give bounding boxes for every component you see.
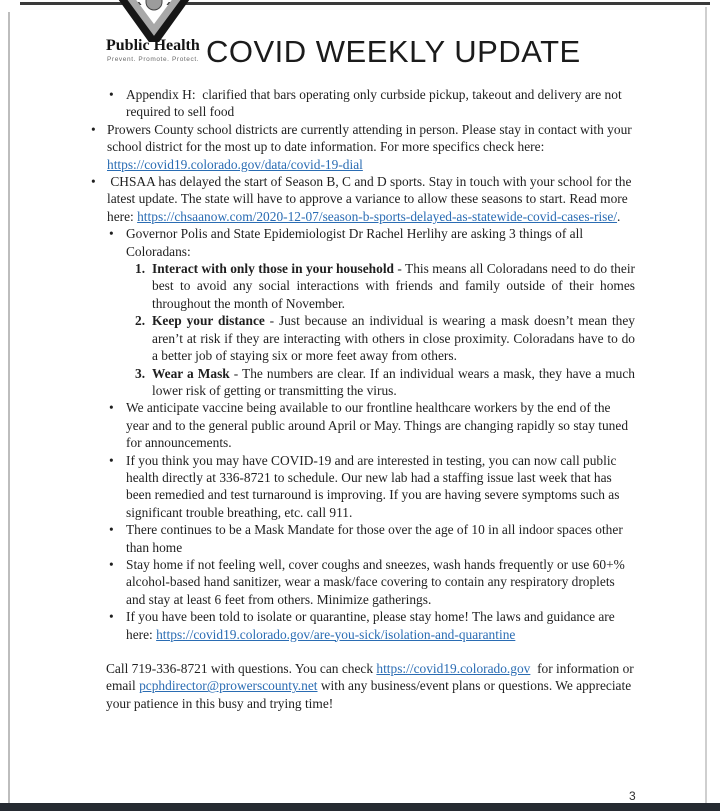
text-run: with any business/event plans or questions. We appreciate your patience in this busy and trying time! xyxy=(106,678,635,711)
list-item xyxy=(90,225,635,260)
bullet-marker: • xyxy=(109,87,114,102)
number-marker: 2. xyxy=(135,313,146,329)
bullet-marker: • xyxy=(109,226,114,242)
text-run: Call 719-336-8721 with questions. You can check xyxy=(106,661,377,676)
list-item xyxy=(90,260,639,312)
paragraph xyxy=(90,660,638,712)
text-body xyxy=(152,366,638,398)
bullet-marker: • xyxy=(109,609,114,625)
list-item xyxy=(90,121,635,173)
bullet-marker: • xyxy=(91,121,96,137)
text-run: for information or email xyxy=(106,661,638,694)
page-title: COVID WEEKLY UPDATE xyxy=(206,34,581,69)
text-run: Governor Polis and State Epidemiologist Dr Rachel Herlihy are asking 3 things of all Coloradans: xyxy=(126,226,587,259)
list-item xyxy=(90,173,635,225)
list-item xyxy=(90,312,639,364)
bullet-marker: • xyxy=(109,522,114,538)
text-run: Appendix H: clarified that bars operating only curbside pickup, takeout and delivery are not required to sell food xyxy=(126,87,626,120)
text-run: If you have been told to isolate or quarantine, please stay home! The laws and guidance are here: xyxy=(126,609,619,642)
text-body xyxy=(126,400,631,450)
text-body xyxy=(126,609,618,641)
hyperlink[interactable]: https://covid19.colorado.gov/are-you-sick/isolation-and-quarantine xyxy=(156,626,516,642)
logo-tagline: Prevent. Promote. Protect. xyxy=(107,56,200,63)
document-blocks xyxy=(90,86,639,712)
text-body xyxy=(126,557,628,607)
text-body xyxy=(152,261,638,311)
bullet-marker: • xyxy=(109,452,114,468)
text-run: - This means all Coloradans need to do their best to avoid any social interactions with friends and family outside of their homes throughout the month of November. xyxy=(152,261,639,311)
bold-text-run: Keep your distance xyxy=(152,313,265,329)
number-marker: 3. xyxy=(135,365,146,381)
text-run: We anticipate vaccine being available to our frontline healthcare workers by the end of the year and to the general public around April or May. Things are changing rapidly so stay tuned for announcements. xyxy=(126,400,632,451)
text-body xyxy=(152,313,638,363)
text-body xyxy=(106,661,637,711)
text-body xyxy=(107,174,635,224)
bullet-marker: • xyxy=(109,556,114,572)
text-run: If you think you may have COVID-19 and are interested in testing, you can now call public health directly at 336-8721 to schedule. Our new lab had a staffing issue last week that has been remedied and test turnaround is improving. If you are having severe symptoms such as significant trouble breathing, etc. call 911. xyxy=(126,452,623,520)
text-body xyxy=(126,453,623,520)
page-border-right xyxy=(705,7,707,805)
list-item xyxy=(90,365,639,400)
list-item xyxy=(90,556,635,608)
bold-text-run: Wear a Mask xyxy=(152,365,230,381)
list-item xyxy=(90,399,635,451)
text-run: Stay home if not feeling well, cover coughs and sneezes, wash hands frequently or use 60+% alcohol-based hand sanitizer, wear a mask/face covering to contain any respiratory droplets and stay at least 6 feet from others. Minimize gatherings. xyxy=(126,556,629,607)
text-run: . xyxy=(617,208,621,224)
hyperlink[interactable]: https://covid19.colorado.gov xyxy=(376,661,531,676)
text-run: There continues to be a Mask Mandate for those over the age of 10 in all indoor spaces other than home xyxy=(126,522,627,555)
text-body xyxy=(126,226,586,258)
text-body xyxy=(126,522,626,554)
list-item xyxy=(90,521,635,556)
number-marker: 1. xyxy=(135,261,146,277)
list-item xyxy=(90,452,635,522)
page-number: 3 xyxy=(629,789,636,803)
hyperlink[interactable]: https://chsaanow.com/2020-12-07/season-b-sports-delayed-as-statewide-covid-cases-rise/ xyxy=(137,208,618,224)
hyperlink[interactable]: https://covid19.colorado.gov/data/covid-19-dial xyxy=(107,156,363,172)
list-item xyxy=(90,608,635,643)
bold-text-run: Interact with only those in your household xyxy=(152,261,394,277)
page-border-bottom xyxy=(0,803,720,811)
shield-icon xyxy=(118,0,190,42)
text-body xyxy=(107,122,635,172)
hyperlink[interactable]: pcphdirector@prowerscounty.net xyxy=(139,678,318,694)
text-run: CHSAA has delayed the start of Season B, C and D sports. Stay in touch with your school for the latest update. The state will have to approve a variance to allow these seasons to start. Read more here: xyxy=(107,174,635,224)
text-run: Prowers County school districts are currently attending in person. Please stay in contact with your school district for the most up to date information. For more specifics check here: xyxy=(107,121,636,155)
page-border-left xyxy=(8,12,10,804)
logo-org-name: Public Health xyxy=(106,37,200,54)
list-item xyxy=(90,86,635,121)
text-body xyxy=(126,87,625,119)
bullet-marker: • xyxy=(91,174,96,190)
text-run: - The numbers are clear. If an individual wears a mask, they have a much lower risk of getting or transmitting the virus. xyxy=(152,365,639,398)
text-run: - Just because an individual is wearing a mask doesn’t mean they aren’t at risk if they are interacting with others in close proximity. Coloradans have to do a better job of staying six or more feet away from others. xyxy=(152,313,639,364)
bullet-marker: • xyxy=(109,400,114,416)
